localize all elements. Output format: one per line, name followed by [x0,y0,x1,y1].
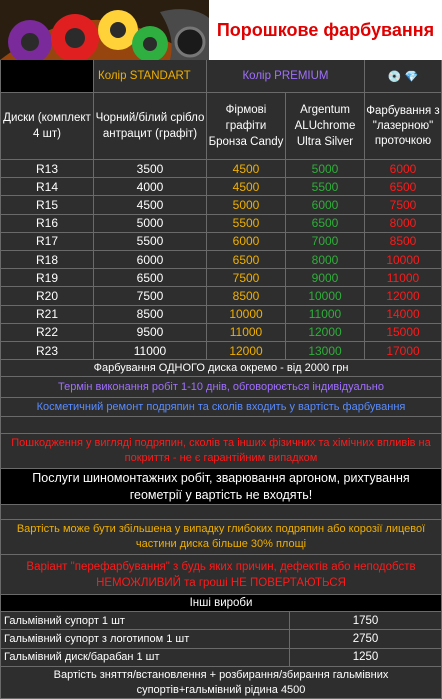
price-laser: 12000 [365,287,442,305]
note-services: Послуги шиномонтажних робіт, зварювання аргоном, рихтування геометрії у вартість не входять! [0,469,442,505]
col-brand-graphites: Фірмові графіти Бронза Candy [207,93,286,160]
price-argentum: 5500 [286,178,365,196]
price-argentum: 9000 [286,269,365,287]
price-argentum: 12000 [286,324,365,342]
note-services-row [0,469,442,505]
price-brand: 10000 [207,306,286,324]
tier-icons: 💿 💎 [365,60,442,93]
other-item-price: 1250 [290,649,442,667]
price-standard: 11000 [94,342,207,360]
price-brand: 6000 [207,233,286,251]
disk-size: R17 [0,233,94,251]
price-laser: 10000 [365,251,442,269]
disk-size: R23 [0,342,94,360]
other-item-row [0,612,442,630]
price-laser: 6500 [365,178,442,196]
disk-size: R18 [0,251,94,269]
price-argentum: 13000 [286,342,365,360]
other-footer: Вартість зняття/встановлення + розбирання/збирання гальмівних супортів+гальмівний рідина 4500 [0,667,442,699]
disk-size: R15 [0,196,94,214]
note-increase-row [0,520,442,555]
other-title-row [0,595,442,612]
disk-size: R20 [0,287,94,305]
note-cosmetic: Косметичний ремонт подряпин та сколів входить у вартість фарбування [0,398,442,417]
note-terms: Термін виконання робіт 1-10 днів, обговорюється індивідуально [0,377,442,398]
other-item-row [0,630,442,648]
price-laser: 8000 [365,215,442,233]
price-laser: 14000 [365,306,442,324]
price-brand: 12000 [207,342,286,360]
spacer-1-row [0,417,442,434]
price-standard: 6500 [94,269,207,287]
col-laser: Фарбування з "лазерною" проточкою [365,93,442,160]
price-brand: 6500 [207,251,286,269]
price-laser: 11000 [365,269,442,287]
price-brand: 4500 [207,160,286,178]
price-standard: 4000 [94,178,207,196]
col-standard-colors: Чорний/білий срібло антрацит (графіт) [94,93,207,160]
tier-premium: Колір PREMIUM [207,60,365,93]
price-laser: 7500 [365,196,442,214]
spacer-1 [0,417,442,434]
tier-blank [0,60,94,93]
note-repaint: Варіант "перефарбування" з будь яких причин, дефектів або неподобств НЕМОЖЛИВИЙ та гроші НЕ ПОВЕРТАЮТЬСЯ [0,555,442,595]
price-laser: 8500 [365,233,442,251]
price-laser: 17000 [365,342,442,360]
price-argentum: 11000 [286,306,365,324]
disk-size: R19 [0,269,94,287]
other-item-name: Гальмівний супорт 1 шт [0,612,290,630]
price-standard: 5000 [94,215,207,233]
price-argentum: 8000 [286,251,365,269]
price-standard: 7500 [94,287,207,305]
tier-standart: Колір STANDART [94,60,207,93]
price-standard: 9500 [94,324,207,342]
table-row [0,269,442,287]
other-item-name: Гальмівний диск/барабан 1 шт [0,649,290,667]
spacer-2 [0,505,442,520]
table-row [0,160,442,178]
price-standard: 6000 [94,251,207,269]
note-increase: Вартість може бути збільшена у випадку глибоких подряпин або корозії лицевої частини диска більше 30% площі [0,520,442,555]
note-single-row [0,360,442,377]
price-brand: 4500 [207,178,286,196]
wheels-photo [0,0,209,60]
price-standard: 5500 [94,233,207,251]
note-damage-row [0,434,442,469]
table-row [0,215,442,233]
other-footer-row [0,667,442,699]
price-brand: 8500 [207,287,286,305]
tier-row [0,60,442,93]
table-row [0,306,442,324]
price-laser: 6000 [365,160,442,178]
price-laser: 15000 [365,324,442,342]
price-argentum: 7000 [286,233,365,251]
disk-size: R21 [0,306,94,324]
disk-size: R16 [0,215,94,233]
spacer-2-row [0,505,442,520]
table-row [0,342,442,360]
disk-size: R13 [0,160,94,178]
disk-size: R22 [0,324,94,342]
price-brand: 5500 [207,215,286,233]
table-row [0,324,442,342]
table-row [0,178,442,196]
other-item-row [0,649,442,667]
price-standard: 4500 [94,196,207,214]
price-argentum: 6000 [286,196,365,214]
note-damage: Пошкодження у вигляді подряпин, сколів та інших фізичних та хімічних впливів на покриття - не є гарантійним випадком [0,434,442,469]
note-cosmetic-row [0,398,442,417]
table-row [0,287,442,305]
price-brand: 7500 [207,269,286,287]
note-single-disk: Фарбування ОДНОГО диска окремо - від 2000 грн [0,360,442,377]
other-item-price: 1750 [290,612,442,630]
disk-size: R14 [0,178,94,196]
table-row [0,251,442,269]
other-item-price: 2750 [290,630,442,648]
note-terms-row [0,377,442,398]
col-argentum: Argentum ALUchrome Ultra Silver [286,93,365,160]
page-title: Порошкове фарбування [209,0,442,60]
price-standard: 3500 [94,160,207,178]
other-title: Інші вироби [0,595,442,612]
price-argentum: 6500 [286,215,365,233]
note-repaint-row [0,555,442,595]
column-header-row [0,93,442,160]
price-argentum: 5000 [286,160,365,178]
price-standard: 8500 [94,306,207,324]
col-disks: Диски (комплект 4 шт) [0,93,94,160]
other-item-name: Гальмівний супорт з логотипом 1 шт [0,630,290,648]
table-row [0,196,442,214]
price-brand: 5000 [207,196,286,214]
price-brand: 11000 [207,324,286,342]
price-argentum: 10000 [286,287,365,305]
table-row [0,233,442,251]
